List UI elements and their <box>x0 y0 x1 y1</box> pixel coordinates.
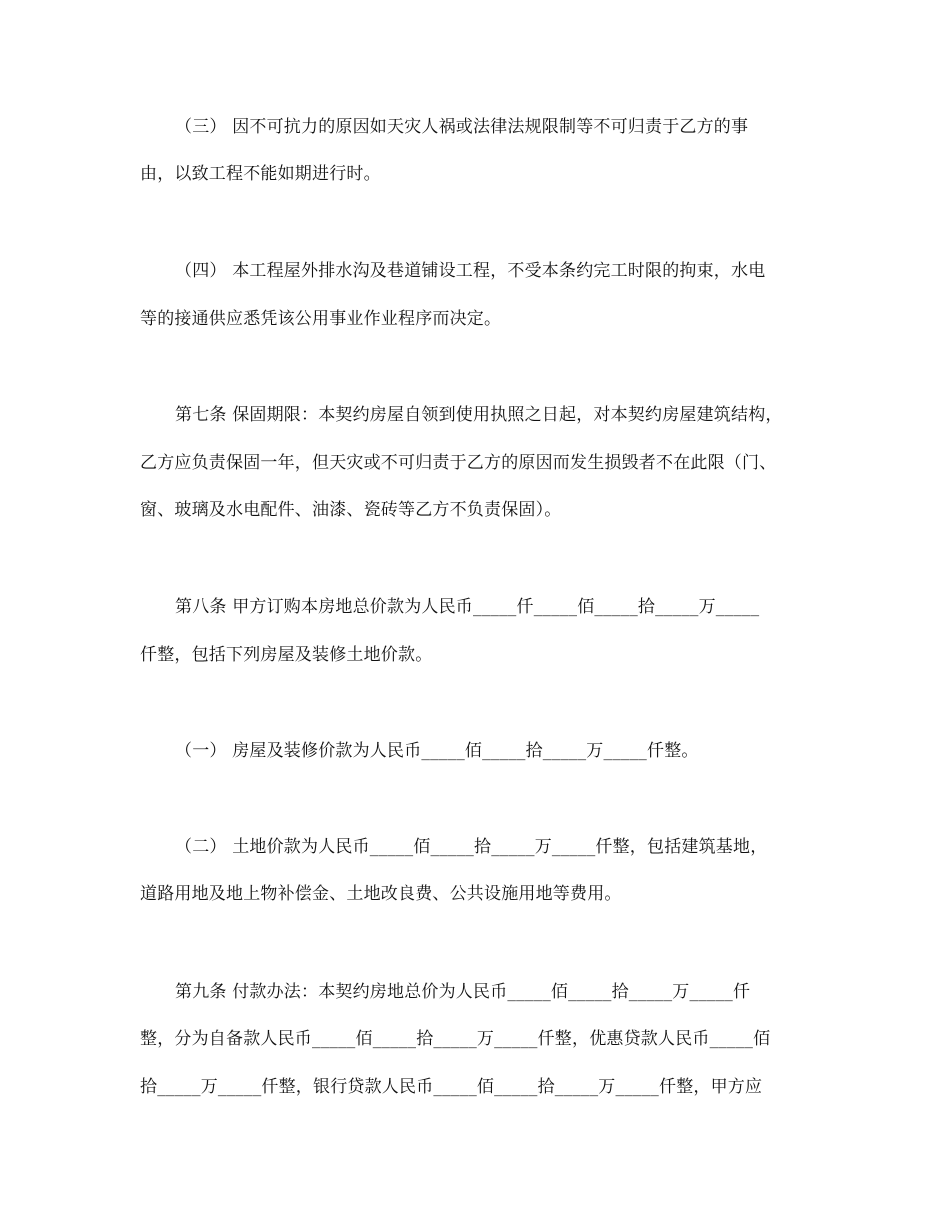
clause-8-line-1: 第八条 甲方订购本房地总价款为人民币_____仟_____佰_____拾_____万_____ <box>175 597 760 617</box>
clause-9-line-1: 第九条 付款办法：本契约房地总价为人民币_____佰_____拾_____万_____仟 <box>175 982 751 1002</box>
clause-6-item-3-line-1: （三） 因不可抗力的原因如天灾人祸或法律法规限制等不可归责于乙方的事 <box>175 117 749 137</box>
clause-8-item-1: （一） 房屋及装修价款为人民币_____佰_____拾_____万_____仟整。 <box>175 741 699 761</box>
clause-6-item-4-line-1: （四） 本工程屋外排水沟及巷道铺设工程，不受本条约完工时限的拘束，水电 <box>175 261 766 281</box>
clause-8-line-2: 仟整，包括下列房屋及装修土地价款。 <box>140 645 433 665</box>
clause-7-line-3: 窗、玻璃及水电配件、油漆、瓷砖等乙方不负责保固）。 <box>140 500 562 520</box>
clause-6-item-3-line-2: 由，以致工程不能如期进行时。 <box>140 164 381 184</box>
clause-9-line-3: 拾_____万_____仟整，银行贷款人民币_____佰_____拾_____万_____仟整，甲方应 <box>140 1077 763 1097</box>
clause-8-item-2-line-2: 道路用地及地上物补偿金、土地改良费、公共设施用地等费用。 <box>140 884 622 904</box>
clause-6-item-4-line-2: 等的接通供应悉凭该公用事业作业程序而决定。 <box>140 309 502 329</box>
clause-7-line-2: 乙方应负责保固一年，但天灾或不可归责于乙方的原因而发生损毁者不在此限（门、 <box>140 453 777 473</box>
clause-8-item-2-line-1: （二） 土地价款为人民币_____佰_____拾_____万_____仟整，包括建筑基地， <box>175 837 768 857</box>
clause-7-line-1: 第七条 保固期限：本契约房屋自领到使用执照之日起，对本契约房屋建筑结构， <box>175 405 783 425</box>
clause-9-line-2: 整，分为自备款人民币_____佰_____拾_____万_____仟整，优惠贷款人民币_____佰 <box>140 1029 771 1049</box>
